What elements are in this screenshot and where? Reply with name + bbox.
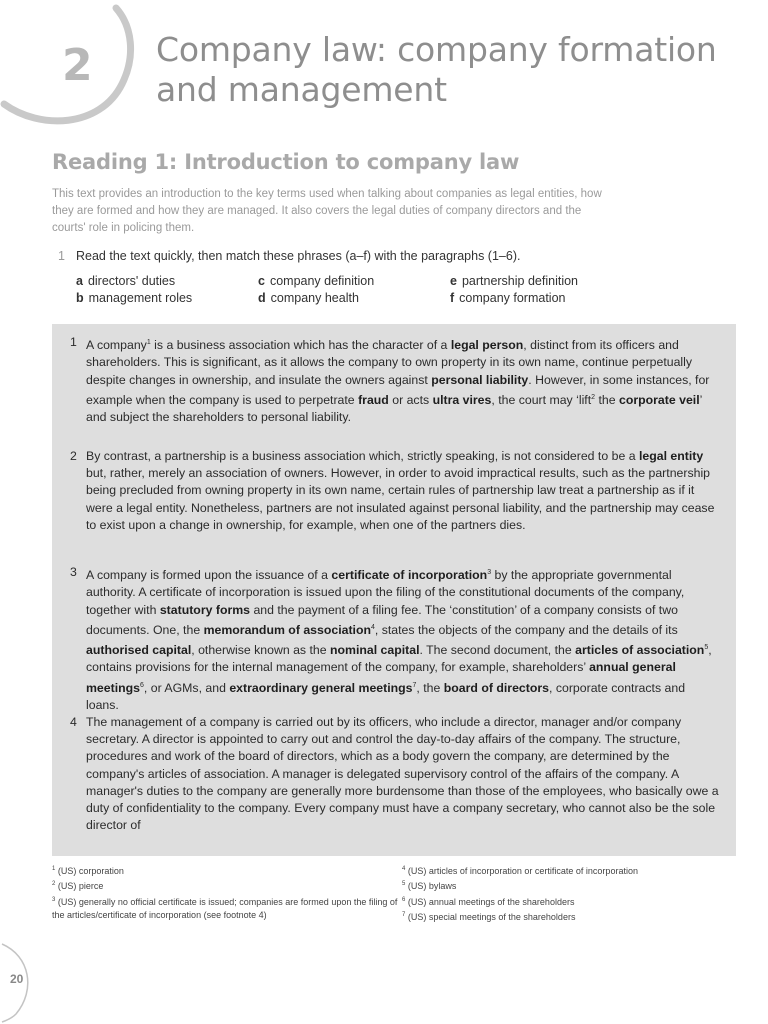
phrase-item bbox=[450, 291, 690, 305]
footnote-number: 6 bbox=[402, 896, 406, 903]
footnote-text: (US) pierce bbox=[57, 881, 104, 892]
phrase-list bbox=[76, 274, 696, 305]
phrase-text: company health bbox=[270, 291, 359, 305]
paragraph-4 bbox=[70, 714, 720, 834]
footnote bbox=[52, 863, 402, 878]
footnotes bbox=[52, 863, 742, 925]
paragraph-number: 2 bbox=[70, 449, 77, 463]
task-instruction bbox=[58, 249, 738, 263]
paragraph-text: A company is formed upon the issuance of a certificate of incorporation$^3$ by the appropriate governmental authority. A certificate of incorporation is issued upon the filing of the constitutional documents of the company, together with statutory forms and the payment of a filing fee. The ‘constitution’ of a company consists of two documents. One, the memorandum of association$^4$, states the objects of the company and the details of its authorised capital, otherwise known as the nominal capital. The second document, the articles of association$^5$, contains provisions for the internal management of the company, for example, shareholders’ annual general meetings$^6$, or AGMs, and extraordinary general meetings$^7$, the board of directors, corporate contracts and loans. bbox=[86, 568, 712, 712]
phrase-item bbox=[258, 291, 450, 305]
chapter-title: Company law: company formation and management bbox=[156, 30, 717, 109]
section-title: Reading 1: Introduction to company law bbox=[52, 150, 520, 174]
footnote-text: (US) annual meetings of the shareholders bbox=[407, 896, 575, 907]
footnote-text: (US) corporation bbox=[57, 866, 124, 876]
phrase-text: directors' duties bbox=[87, 274, 176, 288]
reading-text-box bbox=[52, 324, 736, 856]
paragraph-text: A company$^1$ is a business association which has the character of a legal person, distinct from its officers and shareholders. This is significant, as it allows the company to own property in its own name, continue perpetually despite changes in ownership, and insulate the owners against personal liability. However, in some instances, for example when the company is used to perpetrate fraud or acts ultra vires, the court may ‘lift$^2$ the corporate veil’ and subject the shareholders to personal liability. bbox=[86, 338, 710, 424]
task-number: 1 bbox=[58, 249, 65, 263]
footnote bbox=[402, 894, 742, 909]
footnote bbox=[402, 909, 742, 924]
phrase-letter: e bbox=[450, 274, 457, 288]
phrase-text: partnership definition bbox=[461, 274, 578, 288]
paragraph-number: 3 bbox=[70, 565, 77, 579]
section-intro: This text provides an introduction to the key terms used when talking about companies as legal entities, how they are formed and how they are managed. It also covers the legal duties of company directors and the courts' role in policing them. bbox=[52, 188, 602, 234]
phrase-letter: c bbox=[258, 274, 265, 288]
phrase-letter: d bbox=[258, 291, 266, 305]
phrase-text: management roles bbox=[88, 291, 193, 305]
footnote-number: 1 bbox=[52, 866, 56, 872]
page-number: 20 bbox=[10, 972, 24, 986]
footnote-text: (US) bylaws bbox=[407, 881, 457, 892]
paragraph-1 bbox=[70, 334, 720, 426]
phrase-text: company definition bbox=[269, 274, 375, 288]
paragraph-text: By contrast, a partnership is a business association which, strictly speaking, is not considered to be a legal entity but, rather, merely an association of owners. However, in order to avoid impractical results, such as the partnership being precluded from owning property in its own name, certain rules of partnership law treat a partnership as if it were a legal entity. Nonetheless, partners are not insulated against personal liability, and the partnership may cease to exist upon a change in ownership, for example, when one of the partners dies. bbox=[86, 449, 715, 532]
footnote-number: 2 bbox=[52, 881, 56, 888]
footnote-number: 4 bbox=[402, 866, 406, 872]
phrase-item bbox=[450, 274, 690, 288]
task-text: Read the text quickly, then match these phrases (a–f) with the paragraphs (1–6). bbox=[76, 249, 521, 263]
footnote-number: 7 bbox=[402, 912, 406, 919]
paragraph-number: 1 bbox=[70, 335, 77, 349]
footnote-text: (US) special meetings of the shareholders bbox=[407, 912, 576, 923]
chapter-number: 2 bbox=[62, 40, 93, 91]
phrase-text: company formation bbox=[459, 291, 566, 305]
phrase-letter: a bbox=[76, 274, 83, 288]
paragraph-number: 4 bbox=[70, 715, 77, 729]
footnote bbox=[402, 863, 742, 878]
footnote-text: (US) generally no official certificate is issued; companies are formed upon the filing of the articles/certificate of incorporation (see footnote 4) bbox=[52, 896, 398, 921]
footnote bbox=[52, 878, 402, 893]
paragraph-3 bbox=[70, 564, 720, 714]
footnote-number: 3 bbox=[52, 896, 56, 903]
phrase-letter: f bbox=[450, 291, 455, 305]
paragraph-text: The management of a company is carried out by its officers, who include a director, manager and/or company secretary. A director is appointed to carry out and control the day-to-day affairs of the company. The structure, procedures and work of the board of directors, which as a body govern the company, are determined by the company's articles of association. A manager is delegated supervisory control of the affairs of the company. A manager's duties to the company are generally more burdensome than those of the employees, who basically owe a duty of confidentiality to the company. Every company must have a company secretary, who cannot also be the sole director of bbox=[86, 715, 719, 833]
footnotes-left-column bbox=[52, 863, 402, 925]
footnote-number: 5 bbox=[402, 881, 406, 888]
footnote bbox=[402, 878, 742, 893]
footnotes-right-column bbox=[402, 863, 742, 925]
phrase-letter: b bbox=[76, 291, 84, 305]
footnote-text: (US) articles of incorporation or certificate of incorporation bbox=[407, 866, 638, 876]
phrase-item bbox=[76, 274, 258, 288]
footnote bbox=[52, 894, 402, 923]
phrase-item bbox=[76, 291, 258, 305]
phrase-item bbox=[258, 274, 450, 288]
paragraph-2 bbox=[70, 448, 720, 534]
